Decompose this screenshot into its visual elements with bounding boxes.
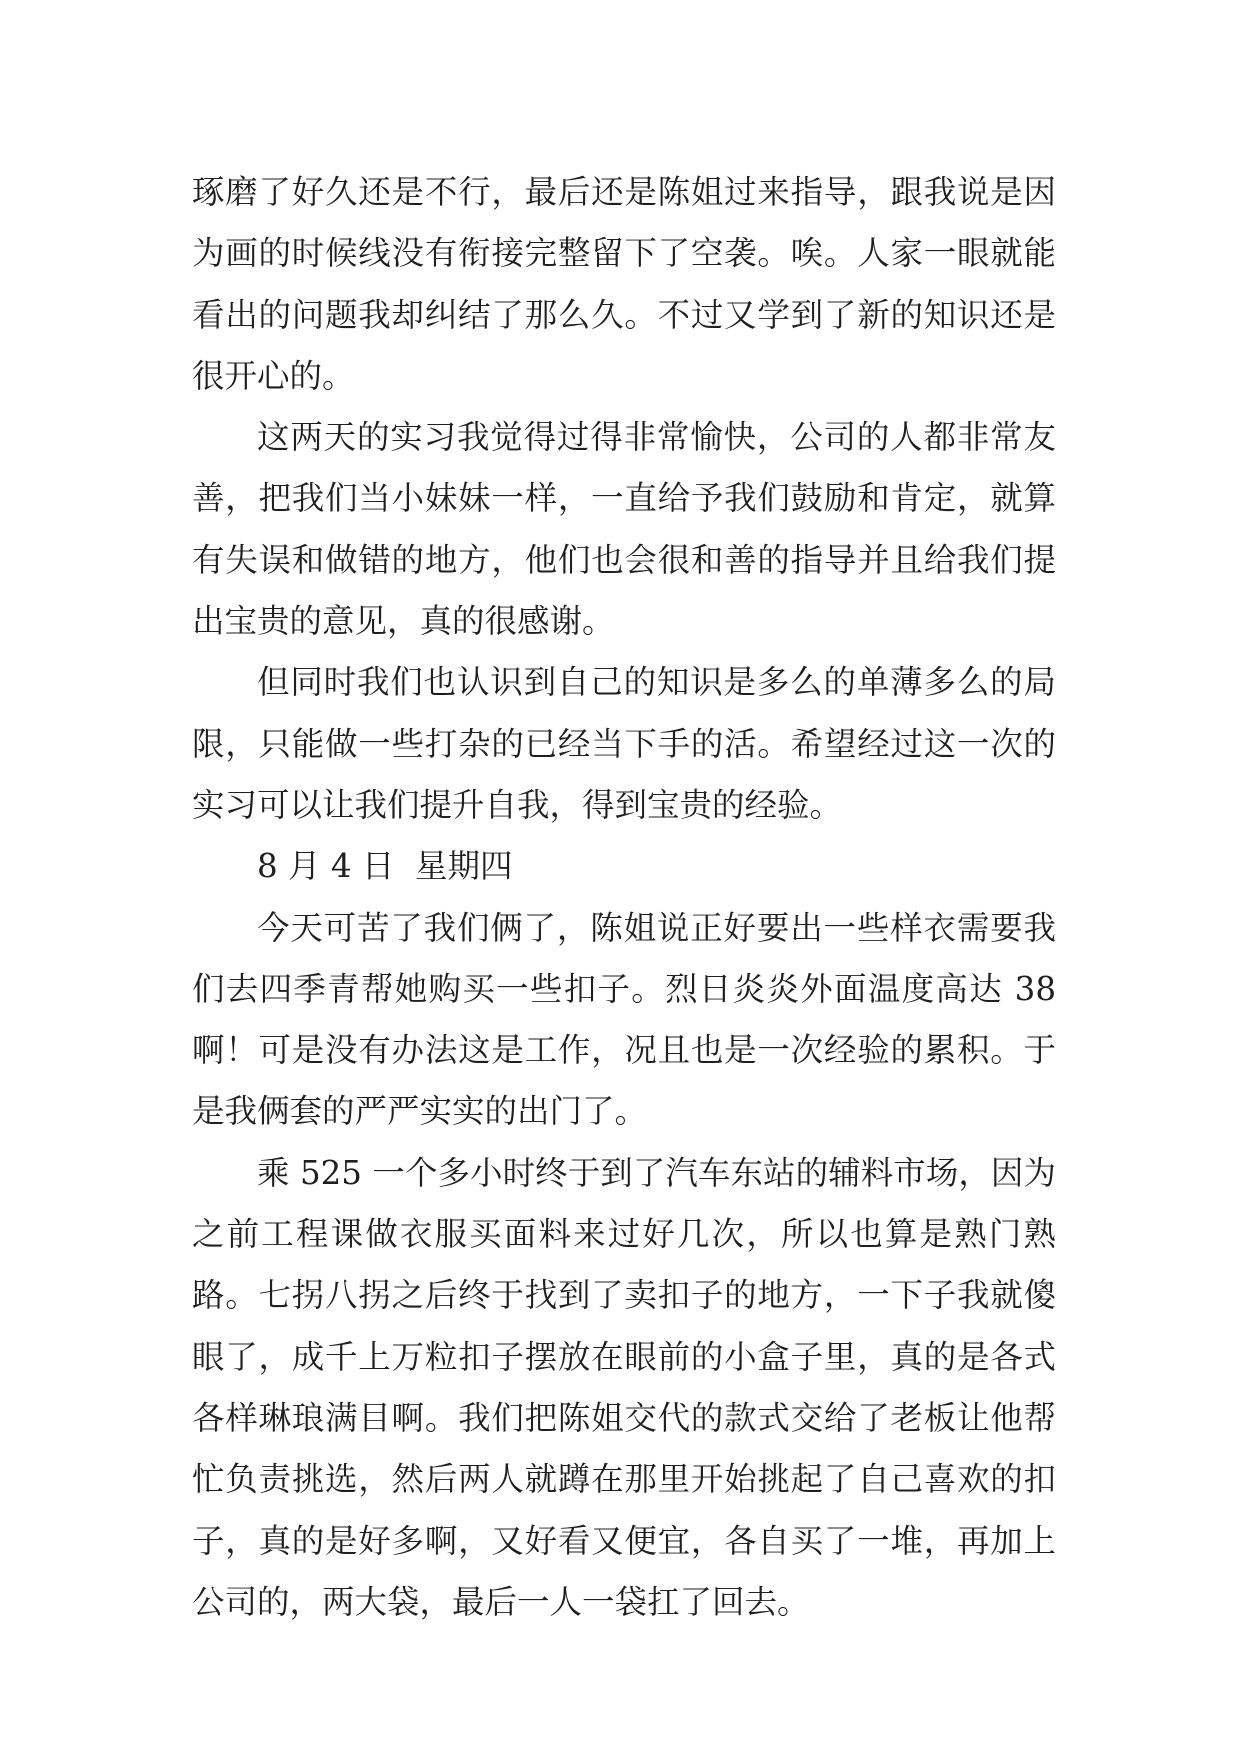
paragraph-5: 今天可苦了我们俩了，陈姐说正好要出一些样衣需要我们去四季青帮她购买一些扣子。烈日炎炎外面温度高达 38 啊！可是没有办法这是工作，况且也是一次经验的累积。于是我俩套的严严实实的出门了。: [192, 908, 1056, 1131]
paragraph-1: 琢磨了好久还是不行，最后还是陈姐过来指导，跟我说是因为画的时候线没有衔接完整留下了空袭。唉。人家一眼就能看出的问题我却纠结了那么久。不过又学到了新的知识还是很开心的。: [192, 173, 1056, 395]
paragraph-2: 这两天的实习我觉得过得非常愉快，公司的人都非常友善，把我们当小妹妹一样，一直给予我们鼓励和肯定，就算有失误和做错的地方，他们也会很和善的指导并且给我们提出宝贵的意见，真的很感谢。: [192, 418, 1056, 641]
date-heading: 8 月 4 日 星期四: [257, 847, 513, 886]
paragraph-6: 乘 525 一个多小时终于到了汽车东站的辅料市场，因为之前工程课做衣服买面料来过好几次，所以也算是熟门熟路。七拐八拐之后终于找到了卖扣子的地方，一下子我就傻眼了，成千上万粒扣子摆放在眼前的小盒子里，真的是各式各样琳琅满目啊。我们把陈姐交代的款式交给了老板让他帮忙负责挑选，然后两人就蹲在那里开始挑起了自己喜欢的扣子，真的是好多啊，又好看又便宜，各自买了一堆，再加上公司的，两大袋，最后一人一袋扛了回去。: [192, 1153, 1056, 1621]
paragraph-3: 但同时我们也认识到自己的知识是多么的单薄多么的局限，只能做一些打杂的已经当下手的活。希望经过这一次的实习可以让我们提升自我，得到宝贵的经验。: [192, 663, 1056, 824]
document-body: [192, 162, 1056, 1633]
